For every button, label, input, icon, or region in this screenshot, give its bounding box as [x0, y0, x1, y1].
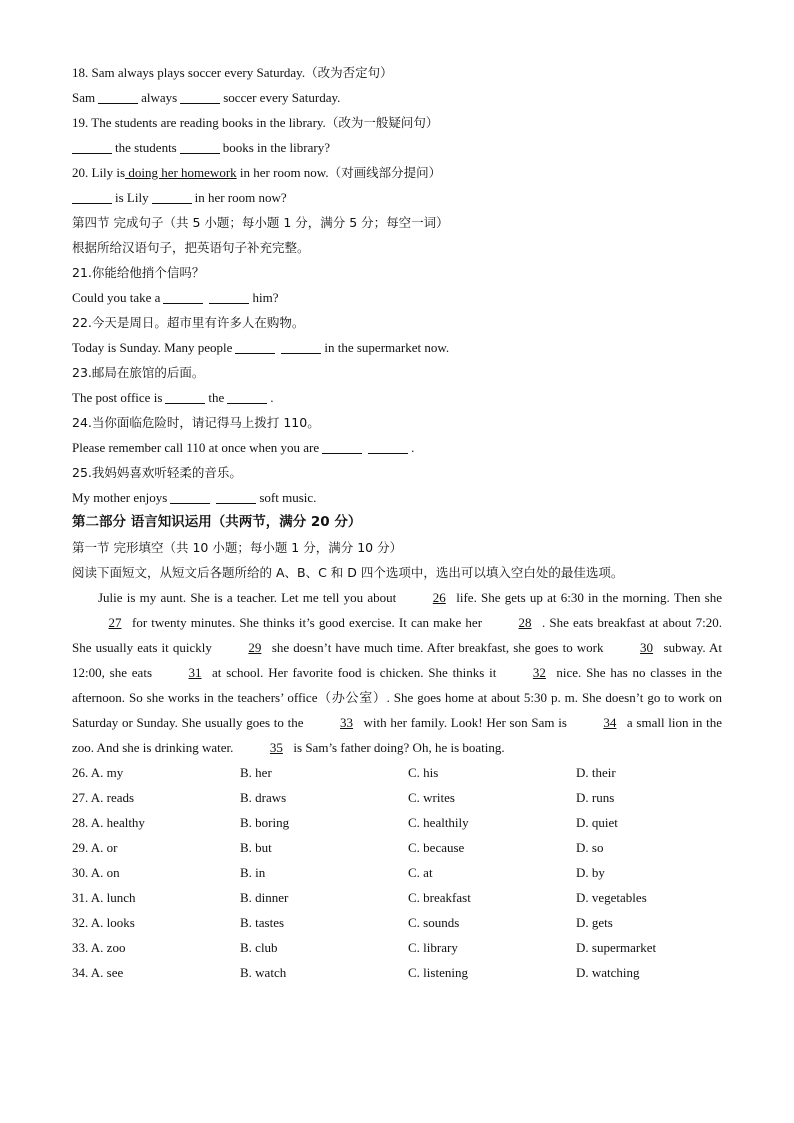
option-item[interactable]: C. breakfast — [408, 890, 471, 905]
option-item[interactable]: D. supermarket — [576, 940, 657, 955]
answer-blank[interactable] — [180, 89, 220, 104]
option-item[interactable]: C. because — [408, 840, 465, 855]
answer-blank[interactable] — [281, 339, 321, 354]
answer-blank[interactable] — [152, 189, 192, 204]
section4-instructions: 根据所给汉语句子，把英语句子补充完整。 — [72, 240, 310, 255]
q20-answer-line: is Lily in her room now? — [72, 185, 722, 210]
option-item[interactable]: 32. A. looks — [72, 915, 135, 930]
option-item[interactable]: B. her — [240, 765, 272, 780]
q23-answer-line: The post office is the . — [72, 390, 274, 405]
option-item[interactable]: D. by — [576, 865, 605, 880]
option-item[interactable]: 30. A. on — [72, 865, 120, 880]
option-item[interactable]: B. in — [240, 865, 266, 880]
answer-blank[interactable] — [322, 439, 362, 454]
option-item[interactable]: 29. A. or — [72, 840, 118, 855]
cloze-blank-30[interactable]: 30 — [640, 640, 654, 655]
q21-chinese: 21.你能给他捎个信吗？ — [72, 265, 205, 280]
cloze-blank-29[interactable]: 29 — [248, 640, 262, 655]
q25-chinese: 25.我妈妈喜欢听轻柔的音乐。 — [72, 465, 242, 480]
cloze-blank-35[interactable]: 35 — [269, 740, 283, 755]
q24-answer-line: Please remember call 110 at once when you are . — [72, 440, 415, 455]
cloze-passage: Julie is my aunt. She is a teacher. Let me tell you about 26 life. She gets up at 6:30 in the morning. Then she27 for twenty minutes. She thinks it’s good exercise. It can make her 28 . She eats breakfast at about 7:20. She usually eats it quickly 29 she doesn’t have much time. After breakfast, she goes to work 30 subway. At 12:00, she eats 31 at school. Her favorite food is chicken. She thinks it 32 nice. She has no classes in the afternoon. So she works in the teachers’ office（办公室）. She goes home at about 5:30 p. m. She doesn’t go to work on Saturday or Sunday. She usually goes to the 33 with her family. Look! Her son Sam is 34 a small lion in the zoo. And she is drinking water. 35 is Sam’s father doing? Oh, he is boating. — [72, 585, 722, 760]
option-item[interactable]: C. sounds — [408, 915, 460, 930]
section1-title: 第一节 完形填空（共 10 小题；每小题 1 分，满分 10 分） — [72, 540, 403, 555]
option-item[interactable]: B. boring — [240, 815, 290, 830]
option-item[interactable]: D. watching — [576, 965, 640, 980]
option-item[interactable]: C. library — [408, 940, 458, 955]
option-item[interactable]: B. watch — [240, 965, 287, 980]
option-item[interactable]: D. quiet — [576, 815, 618, 830]
q18-prompt: 18. Sam always plays soccer every Saturday.（改为否定句） — [72, 65, 393, 80]
option-item[interactable]: B. but — [240, 840, 272, 855]
q21-answer-line: Could you take a him? — [72, 290, 279, 305]
option-item[interactable]: B. dinner — [240, 890, 289, 905]
option-item[interactable]: 31. A. lunch — [72, 890, 136, 905]
option-item[interactable]: B. tastes — [240, 915, 285, 930]
option-item[interactable]: 34. A. see — [72, 965, 124, 980]
option-item[interactable]: D. gets — [576, 915, 613, 930]
cloze-blank-34[interactable]: 34 — [603, 715, 617, 730]
option-item[interactable]: 33. A. zoo — [72, 940, 126, 955]
option-item[interactable]: C. listening — [408, 965, 468, 980]
section1-instructions: 阅读下面短文，从短文后各题所给的 A、B、C 和 D 四个选项中，选出可以填入空白处的最佳选项。 — [72, 565, 624, 580]
option-item[interactable]: B. draws — [240, 790, 287, 805]
option-item[interactable]: D. runs — [576, 790, 615, 805]
cloze-blank-33[interactable]: 33 — [340, 715, 354, 730]
cloze-blank-28[interactable]: 28 — [518, 615, 532, 630]
q19-prompt: 19. The students are reading books in the library.（改为一般疑问句） — [72, 115, 439, 130]
option-item[interactable]: D. their — [576, 765, 616, 780]
q25-answer-line: My mother enjoys soft music. — [72, 490, 317, 505]
q19-answer-line: the students books in the library? — [72, 135, 722, 160]
part2-title: 第二部分 语言知识运用（共两节，满分 20 分） — [72, 514, 362, 530]
option-item[interactable]: D. vegetables — [576, 890, 647, 905]
section4-title: 第四节 完成句子（共 5 小题；每小题 1 分，满分 5 分；每空一词） — [72, 215, 449, 230]
cloze-blank-26[interactable]: 26 — [432, 590, 446, 605]
answer-blank[interactable] — [72, 189, 112, 204]
option-item[interactable]: 26. A. my — [72, 765, 124, 780]
option-item[interactable]: C. writes — [408, 790, 455, 805]
answer-blank[interactable] — [368, 439, 408, 454]
q18-answer-line: Sam always soccer every Saturday. — [72, 90, 341, 105]
option-item[interactable]: 27. A. reads — [72, 790, 135, 805]
q22-chinese: 22.今天是周日。超市里有许多人在购物。 — [72, 315, 305, 330]
answer-blank[interactable] — [216, 489, 256, 504]
answer-blank[interactable] — [227, 389, 267, 404]
q23-chinese: 23.邮局在旅馆的后面。 — [72, 365, 205, 380]
answer-blank[interactable] — [170, 489, 210, 504]
answer-blank[interactable] — [72, 139, 112, 154]
answer-blank[interactable] — [163, 289, 203, 304]
answer-blank[interactable] — [180, 139, 220, 154]
answer-blank[interactable] — [209, 289, 249, 304]
cloze-blank-32[interactable]: 32 — [532, 665, 546, 680]
answer-blank[interactable] — [235, 339, 275, 354]
option-item[interactable]: D. so — [576, 840, 604, 855]
answer-blank[interactable] — [165, 389, 205, 404]
option-item[interactable]: C. at — [408, 865, 433, 880]
q20-prompt: 20. Lily is doing her homework in her room now.（对画线部分提问） — [72, 165, 442, 180]
q24-chinese: 24.当你面临危险时，请记得马上拨打 110。 — [72, 415, 320, 430]
options-grid — [72, 760, 722, 985]
option-item[interactable]: 28. A. healthy — [72, 815, 145, 830]
option-item[interactable]: C. healthily — [408, 815, 469, 830]
cloze-blank-31[interactable]: 31 — [188, 665, 202, 680]
q22-answer-line: Today is Sunday. Many people in the supermarket now. — [72, 340, 450, 355]
underlined-phrase: doing her homework — [125, 165, 237, 180]
option-item[interactable]: B. club — [240, 940, 278, 955]
exam-page — [72, 60, 722, 985]
cloze-blank-27[interactable]: 27 — [108, 615, 122, 630]
option-item[interactable]: C. his — [408, 765, 439, 780]
answer-blank[interactable] — [98, 89, 138, 104]
